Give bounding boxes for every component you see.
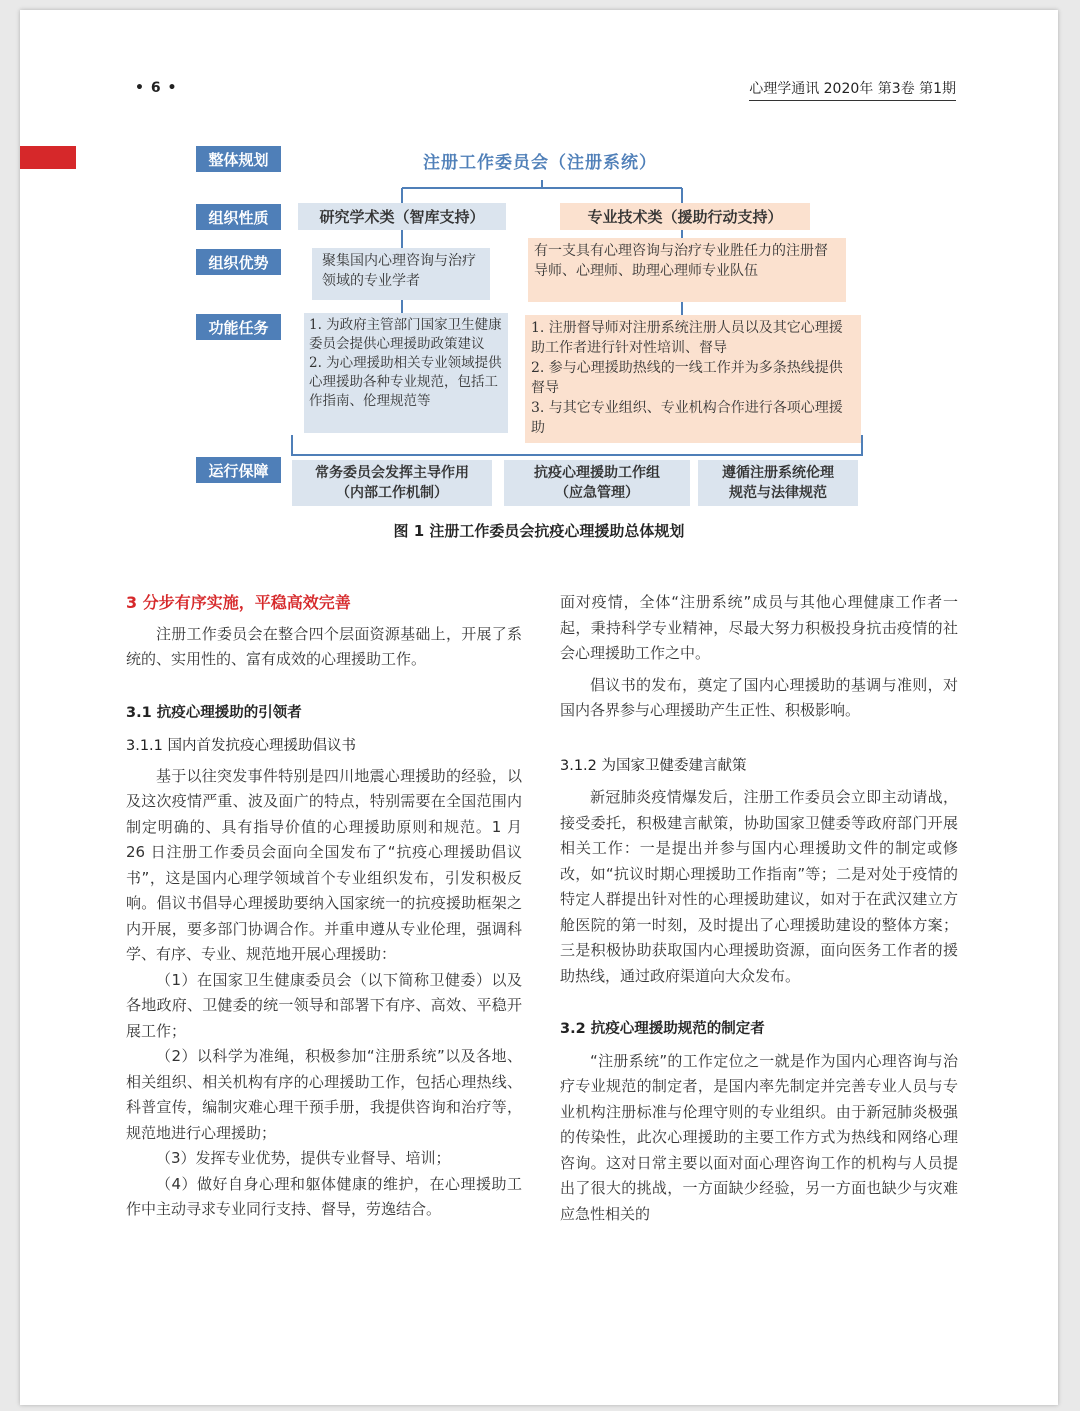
support-box-workgroup [504,460,690,506]
list-item-4: （4）做好自身心理和躯体健康的维护，在心理援助工作中主动寻求专业同行支持、督导，劳逸结合。 [126,1174,522,1218]
support-ethics-line2: 规范与法律规范 [729,485,827,501]
professional-tech-box: 专业技术类（援助行动支持） [560,203,810,230]
section-3-1-1-title: 3.1.1 国内首发抗疫心理援助倡议书 [126,738,357,754]
section-3-title: 3 分步有序实施，平稳高效完善 [126,593,351,612]
list-item-3: （3）发挥专业优势，提供专业督导、培训； [156,1149,451,1167]
label-operation-support: 运行保障 [196,457,281,483]
list-item-1: （1）在国家卫生健康委员会（以下简称卫健委）以及各地政府、卫健委的统一领导和部署下有序、高效、平稳开展工作； [126,970,522,1040]
support-box-ethics [698,460,858,506]
paragraph-initiative-impact: 倡议书的发布，奠定了国内心理援助的基调与准则，对国内各界参与心理援助产生正性、积极影响。 [560,675,958,719]
label-overall-plan: 整体规划 [196,146,281,172]
research-academic-box: 研究学术类（智库支持） [298,203,506,230]
paragraph-continuation: 面对疫情，全体“注册系统”成员与其他心理健康工作者一起，秉持科学专业精神，尽最大努力积极投身抗击疫情的社会心理援助工作之中。 [560,593,958,662]
support-committee-line2: （内部工作机制） [336,485,448,501]
right-column [560,590,958,1227]
support-workgroup-line1: 抗疫心理援助工作组 [534,465,660,481]
support-box-committee [292,460,492,506]
left-task-2: 2. 为心理援助相关专业领域提供心理援助各种专业规范，包括工作指南、伦理规范等 [309,355,502,409]
paragraph-standards: “注册系统”的工作定位之一就是作为国内心理咨询与治疗专业规范的制定者，是国内率先制定并完善专业人员与专业机构注册标准与伦理守则的专业组织。由于新冠肺炎极强的传染性，此次心理援助的主要工作方式为热线和网络心理咨询。这对日常主要以面对面心理咨询工作的机构与人员提出了很大的挑战，一方面缺少经验，另一方面也缺少与灾难应急性相关的 [560,1051,958,1223]
section-3-1-title: 3.1 抗疫心理援助的引领者 [126,704,302,721]
support-workgroup-line2: （应急管理） [555,485,639,501]
right-task-2: 2. 参与心理援助热线的一线工作并为多条热线提供督导 [531,360,843,396]
document-page [20,10,1058,1405]
journal-header: 心理学通讯 2020年 第3卷 第1期 [749,78,956,101]
section-3-2-title: 3.2 抗疫心理援助规范的制定者 [560,1021,765,1037]
left-tasks-box [304,313,508,433]
right-task-3: 3. 与其它专业组织、专业机构合作进行各项心理援助 [531,400,843,436]
figure-caption: 图 1 注册工作委员会抗疫心理援助总体规划 [393,522,685,540]
support-ethics-line1: 遵循注册系统伦理 [722,465,834,481]
section-3-1-2-title: 3.1.2 为国家卫健委建言献策 [560,757,747,774]
label-organization-nature: 组织性质 [196,204,281,230]
right-task-1: 1. 注册督导师对注册系统注册人员以及其它心理援助工作者进行针对性培训、督导 [531,320,843,356]
support-committee-line1: 常务委员会发挥主导作用 [315,465,469,481]
label-organization-advantage: 组织优势 [196,249,281,275]
section-3-intro: 注册工作委员会在整合四个层面资源基础上，开展了系统的、实用性的、富有成效的心理援助工作。 [126,624,522,668]
left-advantage-box: 聚集国内心理咨询与治疗领域的专业学者 [312,248,490,300]
left-task-1: 1. 为政府主管部门国家卫生健康委员会提供心理援助政策建议 [309,317,502,352]
list-item-2: （2）以科学为准绳，积极参加“注册系统”以及各地、相关组织、相关机构有序的心理援助工作，包括心理热线、科普宣传，编制灾难心理干预手册，我提供咨询和治疗等，规范地进行心理援助； [126,1047,522,1142]
paragraph-initiative: 基于以往突发事件特别是四川地震心理援助的经验，以及这次疫情严重、波及面广的特点，特别需要在全国范围内制定明确的、具有指导价值的心理援助原则和规范。1 月 26 日注册工作委员会面向全国发布了“抗疫心理援助倡议书”，这是国内心理学领域首个专业组织发布，引发积极反响。倡议书倡导心理援助要纳入国家统一的抗疫援助框架之内开展，要多部门协调合作。并重申遵从专业伦理，强调科学、有序、专业、规范地开展心理援助： [126,766,522,963]
right-advantage-box: 有一支具有心理咨询与治疗专业胜任力的注册督导师、心理师、助理心理师专业队伍 [528,238,846,302]
right-tasks-box [525,315,861,443]
figure-top-title: 注册工作委员会（注册系统） [423,153,657,173]
paragraph-advice: 新冠肺炎疫情爆发后，注册工作委员会立即主动请战，接受委托，积极建言献策，协助国家卫健委等政府部门开展相关工作：一是提出并参与国内心理援助文件的制定或修改，如“抗议时期心理援助工作指南”等；二是对处于疫情的特定人群提出针对性的心理援助建议，如对于在武汉建立方舱医院的第一时刻，及时提出了心理援助建设的整体方案；三是积极协助获取国内心理援助资源，面向医务工作者的援助热线，通过政府渠道向大众发布。 [560,788,958,985]
page-number: • 6 • [135,80,178,96]
label-functional-tasks: 功能任务 [196,314,281,340]
left-column [126,590,522,1223]
